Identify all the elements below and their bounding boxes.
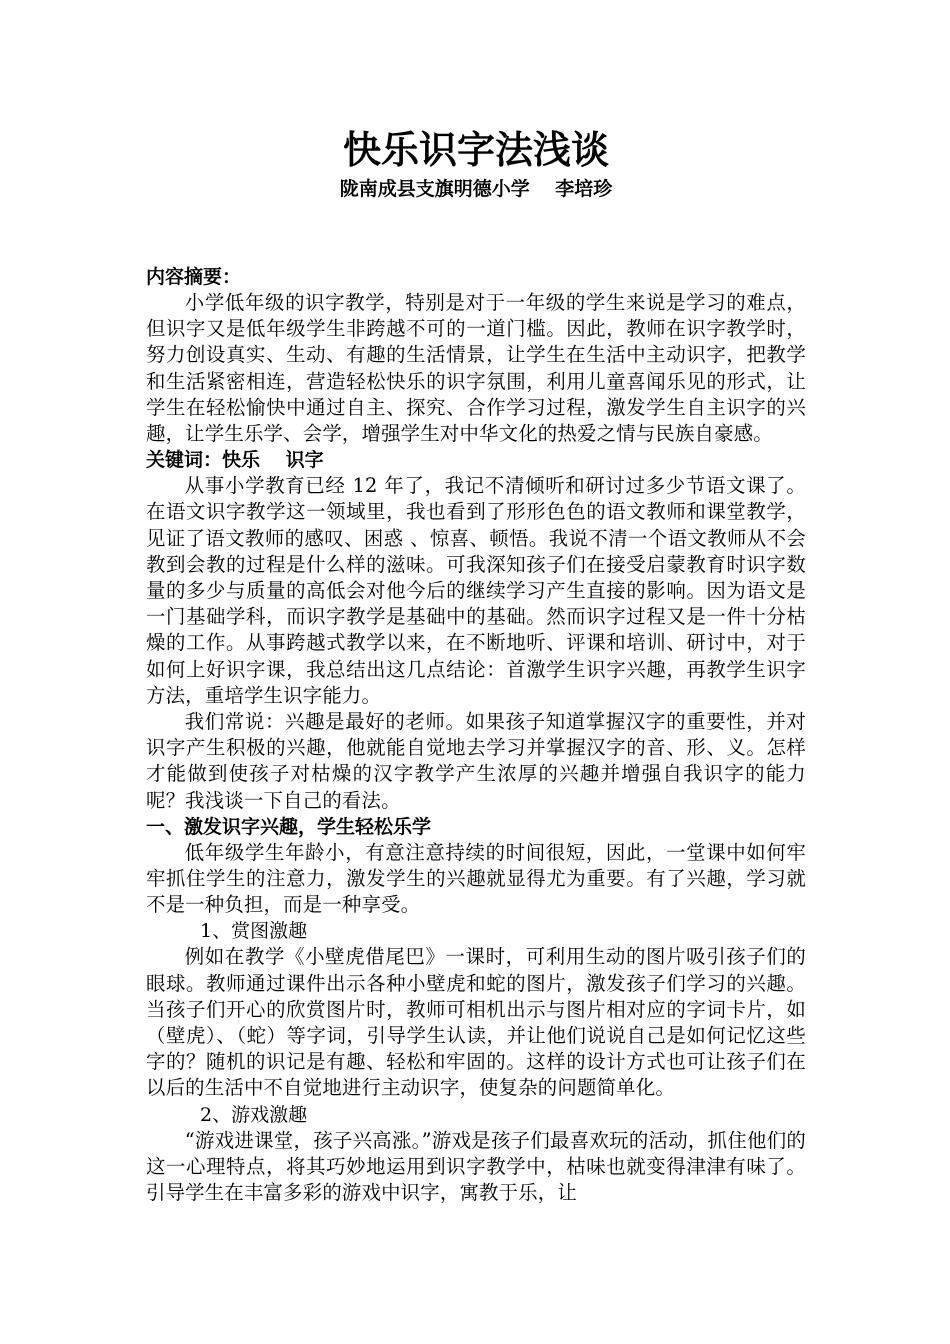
document-title: 快乐识字法浅谈	[342, 128, 609, 172]
subsection-2-paragraph: “游戏进课堂，孩子兴高涨。”游戏是孩子们最喜欢玩的活动，抓住他们的这一心理特点，将其巧妙地运用到识字教学中，枯味也就变得津津有味了。引导学生在丰富多彩的游戏中识字，寓教于乐，让	[146, 1128, 806, 1205]
subsection-1-heading: 1、赏图激趣	[200, 920, 308, 943]
abstract-label: 内容摘要：	[146, 266, 242, 288]
document-page	[146, 124, 806, 1206]
body-paragraph-2: 我们常说：兴趣是最好的老师。如果孩子知道掌握汉字的重要性，并对识字产生积极的兴趣，他就能自觉地去学习并掌握汉字的音、形、义。怎样才能做到使孩子对枯燥的汉字教学产生浓厚的兴趣并增强自我识字的能力呢？我浅谈一下自己的看法。	[146, 710, 806, 812]
body-paragraph-1: 从事小学教育已经 12 年了，我记不清倾听和研讨过多少节语文课了。在语文识字教学这一领域里，我也看到了形形色色的语文教师和课堂教学，见证了语文教师的感叹、困惑 、惊喜、顿悟。我说不清一个语文教师从不会教到会教的过程是什么样的滋味。可我深知孩子们在接受启蒙教育时识字数量的多少与质量的高低会对他今后的继续学习产生直接的影响。因为语文是一门基础学科，而识字教学是基础中的基础。然而识字过程又是一件十分枯燥的工作。从事跨越式教学以来，在不断地听、评课和培训、研讨中，对于如何上好识字课，我总结出这几点结论：首激学生识字兴趣，再教学生识字方法，重培学生识字能力。	[146, 474, 806, 707]
keywords-label: 关键词：快乐 识字	[146, 449, 324, 472]
document-author: 陇南成县支旗明德小学 李培珍	[339, 178, 613, 200]
abstract-paragraph: 小学低年级的识字教学，特别是对于一年级的学生来说是学习的难点，但识字又是低年级学生非跨越不可的一道门槛。因此，教师在识字教学时，努力创设真实、生动、有趣的生活情景，让学生在生活中主动识字，把教学和生活紧密相连，营造轻松快乐的识字氛围，利用儿童喜闻乐见的形式，让学生在轻松愉快中通过自主、探究、合作学习过程，激发学生自主识字的兴趣，让学生乐学、会学，增强学生对中华文化的热爱之情与民族自豪感。	[146, 291, 806, 446]
subsection-1-paragraph: 例如在教学《小壁虎借尾巴》一课时，可利用生动的图片吸引孩子们的眼球。教师通过课件出示各种小壁虎和蛇的图片，激发孩子们学习的兴趣。当孩子们开心的欣赏图片时，教师可相机出示与图片相对应的字词卡片，如（壁虎）、（蛇）等字词，引导学生认读，并让他们说说自己是如何记忆这些字的？随机的识记是有趣、轻松和牢固的。这样的设计方式也可让孩子们在以后的生活中不自觉地进行主动识字，使复杂的问题简单化。	[146, 945, 806, 1100]
section-1-intro: 低年级学生年龄小，有意注意持续的时间很短，因此，一堂课中如何牢牢抓住学生的注意力，激发学生的兴趣就显得尤为重要。有了兴趣，学习就不是一种负担，而是一种享受。	[146, 840, 806, 917]
subsection-2-heading: 2、游戏激趣	[200, 1103, 308, 1126]
section-1-heading: 一、激发识字兴趣，学生轻松乐学	[146, 815, 432, 838]
